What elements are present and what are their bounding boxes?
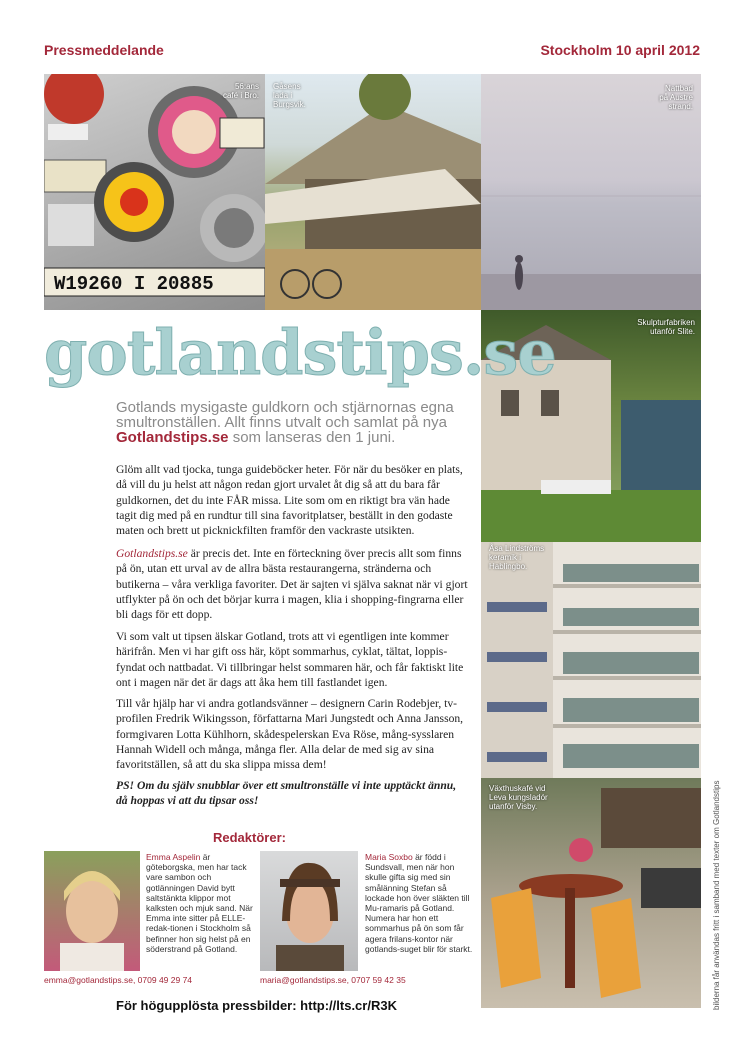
avatar-emma [44, 851, 140, 971]
avatar-maria-art [260, 851, 358, 971]
ps-text: PS! Om du själv snubblar över ett smultronställe vi inte upptäckt ännu, då hoppas vi att du tipsar oss! [116, 779, 457, 808]
body-paragraph-1 [116, 462, 468, 538]
press-images-link[interactable]: För högupplösta pressbilder: http://lts.cr/R3K [116, 998, 397, 1013]
maria-contact[interactable]: maria@gotlandstips.se, 0707 59 42 35 [260, 975, 406, 985]
lead-brand-link[interactable]: Gotlandstips.se [116, 429, 229, 446]
emma-bio: är göteborgska, men har tack vare sambon och gotlänningen David bytt saltstänkta klippor mot kalksten och mjuk sand. När Emma inte sitter på ELLE-redak-tionen i Stockholm så befinner hon sig helst på en söderstrand på Gotland. [146, 852, 253, 954]
caption-asa: Åsa Lindströms keramik i Hablingbo. [489, 544, 545, 571]
photo-cafe-signs-art [44, 74, 265, 310]
photo-keramik [481, 542, 701, 778]
ps-note [116, 778, 468, 809]
caption-vaxthus: Växthuskafé vid Leva kungsladór utanför Visby. [489, 784, 548, 811]
site-logo: gotlandstips.se [44, 316, 556, 389]
body-p4-text: Till vår hjälp har vi andra gotlandsvänner – designern Carin Rodebjer, tv-profilen Fredrik Wikingsson, författarna Mari Jungstedt och Anna Jansson, formgivaren Lotta Kühlhorn, skådespelerskan Eva Röse, mång-sysslaren Hannah Widell och många, många fler. Alla delar de med sig av sina favoritställen, så att du ska slippa missa dem! [116, 697, 464, 772]
body-p2-text: är precis det. Inte en förteckning över precis allt som finns på ön, utan ett urval av de allra bästa restaurangerna, stränderna och butikerna – våra verkliga favoriter. Det är sajten vi själva saknat när vi gjort utflykter på ön och det börjar kurra i magen, klia i shopping-fingrarna eller bli dags för ett dopp. [116, 547, 468, 622]
editors-heading: Redaktörer: [213, 830, 286, 845]
press-release-label: Pressmeddelande [44, 42, 164, 58]
caption-gasens: Gåsens lada i Burgsvik. [273, 82, 306, 109]
lead-text-post: som lanseras den 1 juni. [228, 429, 396, 446]
photo-gasens-lada-art [265, 74, 481, 310]
lead-text-pre: Gotlands mysigaste guldkorn och stjärnornas egna smultronställen. Allt finns utvalt och samlat på nya [116, 399, 454, 431]
body-paragraph-4 [116, 696, 468, 772]
bio-emma [146, 852, 254, 954]
lead-paragraph [116, 400, 466, 445]
maria-name: Maria Soxbo [365, 852, 413, 862]
body-p1-text: Glöm allt vad tjocka, tunga guideböcker heter. För när du besöker en plats, då vill du ju helst att någon redan gjort urvalet åt dig så att du bara får guldkornen, det du inte FÅR missa. Lite som om en riktigt bra vän hade tagit dig med på en rundtur till sina favoritplatser, beställt in den godaste maten och brett ut picknickfilten framför den vackraste utsikten. [116, 463, 463, 538]
photo-cafe-signs [44, 74, 265, 310]
emma-name: Emma Aspelin [146, 852, 201, 862]
caption-cafe: 56:ans café i Bro. [222, 82, 259, 100]
body-brand-link[interactable]: Gotlandstips.se [116, 547, 188, 560]
photo-gasens-lada [265, 74, 481, 310]
maria-bio: är född i Sundsvall, men när hon skulle gifta sig med sin smålänning Stefan så lockade hon över släkten till Mu-ramaris på Gotland. Numera har hon ett sommarhus på ön som får agera frilans-kontor när gotlands-suget blir för starkt. [365, 852, 473, 954]
photo-vaxthuskafe [481, 778, 701, 1008]
avatar-emma-art [44, 851, 140, 971]
caption-skulptur: Skulpturfabriken utanför Slite. [637, 318, 695, 336]
emma-contact[interactable]: emma@gotlandstips.se, 0709 49 29 74 [44, 975, 193, 985]
photo-vaxthuskafe-art [481, 778, 701, 1008]
body-paragraph-2 [116, 546, 468, 622]
photo-nattbad [481, 74, 701, 310]
body-p3-text: Vi som valt ut tipsen älskar Gotland, trots att vi egentligen inte kommer härifrån. Men vi har gift oss här, köpt sommarhus, cyklat, tältat, loppis-fyndat och nattbadat. Vi tillbringar helst sommaren här, och får faktiskt lite ont i magen när det är dags att åka hem till fastlandet igen. [116, 630, 464, 689]
photo-keramik-art [481, 542, 701, 778]
photo-credit: bilderna får användas fritt i samband med texter om Gotlandstips [712, 780, 721, 1010]
body-paragraph-3 [116, 629, 468, 690]
svg-text:W19260 I 20885: W19260 I 20885 [54, 273, 214, 295]
avatar-maria [260, 851, 358, 971]
bio-maria [365, 852, 475, 954]
caption-nattbad: Nattbad på Austre strand. [659, 84, 693, 111]
date-label: Stockholm 10 april 2012 [540, 42, 700, 58]
